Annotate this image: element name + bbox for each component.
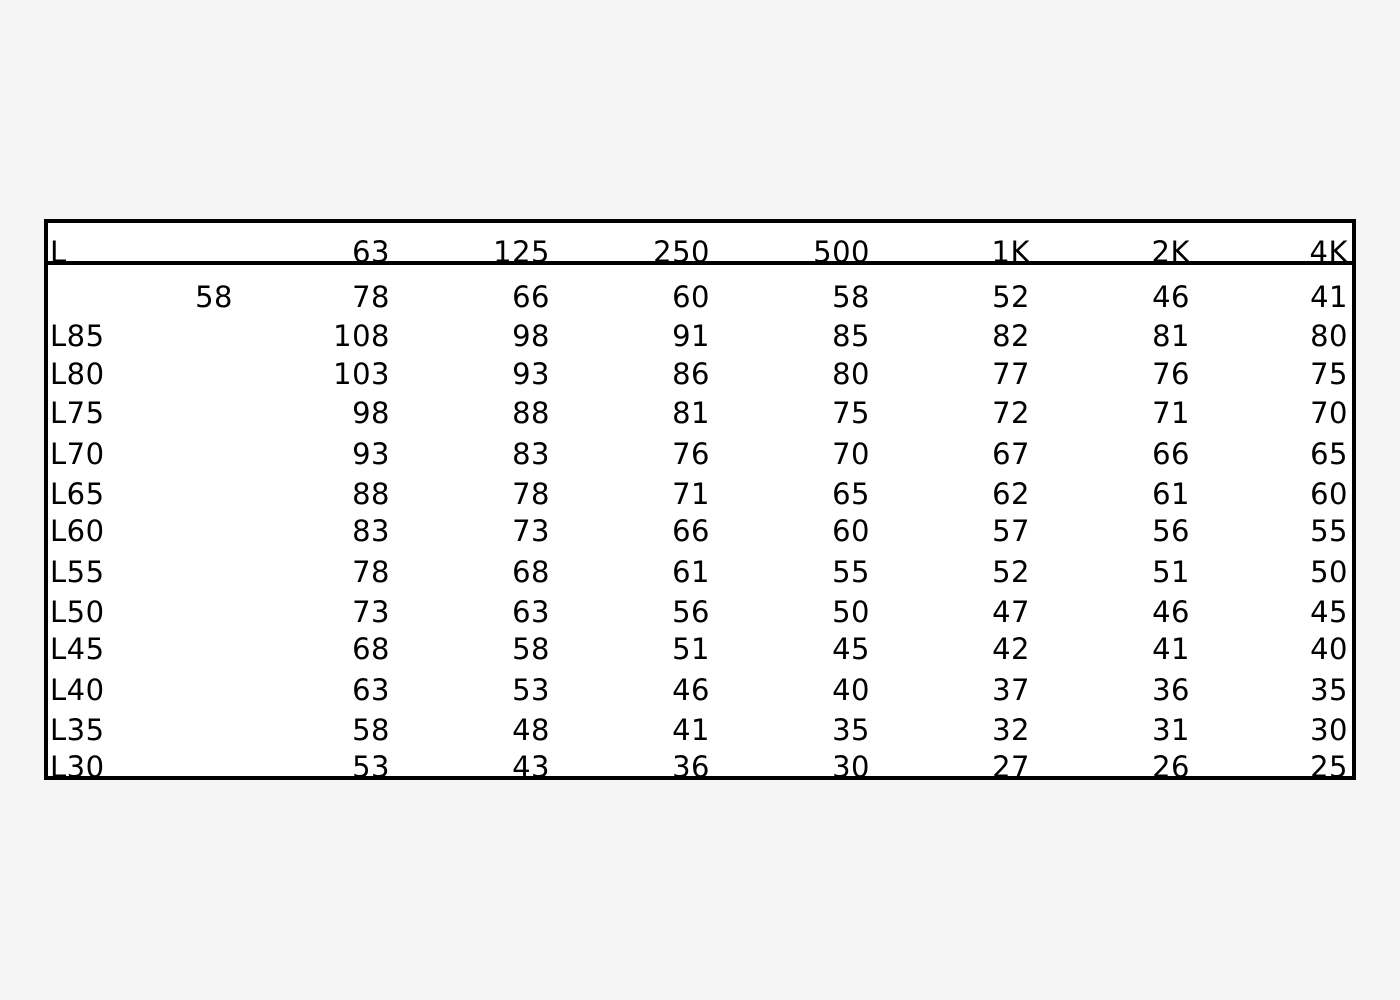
table-cell: 61 — [672, 555, 710, 589]
table-cell: 75 — [1310, 357, 1348, 391]
table-cell: 55 — [1310, 514, 1348, 548]
table-cell: 77 — [992, 357, 1030, 391]
table-cell: 85 — [832, 319, 870, 353]
table-cell: 41 — [1152, 632, 1190, 666]
column-header: 2K — [1151, 235, 1190, 269]
table-cell: 65 — [1310, 437, 1348, 471]
table-cell: 98 — [352, 396, 390, 430]
table-cell: 66 — [672, 514, 710, 548]
table-cell: 57 — [992, 514, 1030, 548]
table-cell: 53 — [352, 750, 390, 780]
table-cell: 40 — [1310, 632, 1348, 666]
table-cell: 81 — [672, 396, 710, 430]
table-cell: 71 — [1152, 396, 1190, 430]
row-label: L80 — [50, 357, 105, 391]
table-cell: 71 — [672, 477, 710, 511]
table-cell: 76 — [672, 437, 710, 471]
column-header: 4K — [1309, 235, 1348, 269]
table-cell: 43 — [512, 750, 550, 780]
table-cell: 76 — [1152, 357, 1190, 391]
table-cell: 73 — [352, 595, 390, 629]
table-cell: 60 — [672, 280, 710, 314]
table-cell: 91 — [672, 319, 710, 353]
table-cell: 31 — [1152, 713, 1190, 747]
column-header: 1K — [991, 235, 1030, 269]
table-cell: 32 — [992, 713, 1030, 747]
row-label: L65 — [50, 477, 105, 511]
table-cell: 50 — [1310, 555, 1348, 589]
table-cell: 56 — [1152, 514, 1190, 548]
row-label: L55 — [50, 555, 105, 589]
table-cell: 86 — [672, 357, 710, 391]
table-cell: 55 — [832, 555, 870, 589]
table-cell: 66 — [1152, 437, 1190, 471]
table-cell: 60 — [832, 514, 870, 548]
table-cell: 25 — [1310, 750, 1348, 780]
row-label: L60 — [50, 514, 105, 548]
column-header: 250 — [653, 235, 710, 269]
table-cell: 108 — [333, 319, 390, 353]
row-label: L35 — [50, 713, 105, 747]
table-cell: 68 — [352, 632, 390, 666]
column-header: 63 — [352, 235, 390, 269]
table-cell: 50 — [832, 595, 870, 629]
table-cell: 37 — [992, 673, 1030, 707]
table-cell: 56 — [672, 595, 710, 629]
data-table — [44, 219, 1356, 780]
table-cell: 26 — [1152, 750, 1190, 780]
row-extra-value: 58 — [195, 280, 233, 314]
row-label: L45 — [50, 632, 105, 666]
table-cell: 36 — [672, 750, 710, 780]
table-cell: 58 — [832, 280, 870, 314]
table-cell: 61 — [1152, 477, 1190, 511]
row-label: L30 — [50, 750, 105, 780]
header-label: L — [50, 235, 67, 269]
table-cell: 53 — [512, 673, 550, 707]
table-cell: 46 — [672, 673, 710, 707]
table-cell: 88 — [512, 396, 550, 430]
table-cell: 40 — [832, 673, 870, 707]
table-cell: 75 — [832, 396, 870, 430]
table-cell: 83 — [512, 437, 550, 471]
row-label: L70 — [50, 437, 105, 471]
table-cell: 27 — [992, 750, 1030, 780]
table-cell: 63 — [512, 595, 550, 629]
table-cell: 72 — [992, 396, 1030, 430]
table-cell: 93 — [512, 357, 550, 391]
table-cell: 35 — [832, 713, 870, 747]
table-cell: 67 — [992, 437, 1030, 471]
table-cell: 98 — [512, 319, 550, 353]
table-cell: 78 — [352, 280, 390, 314]
table-cell: 73 — [512, 514, 550, 548]
table-cell: 51 — [672, 632, 710, 666]
table-cell: 45 — [832, 632, 870, 666]
table-cell: 88 — [352, 477, 390, 511]
table-cell: 68 — [512, 555, 550, 589]
table-cell: 81 — [1152, 319, 1190, 353]
table-cell: 82 — [992, 319, 1030, 353]
table-cell: 93 — [352, 437, 390, 471]
table-cell: 80 — [1310, 319, 1348, 353]
table-cell: 52 — [992, 555, 1030, 589]
table-cell: 63 — [352, 673, 390, 707]
table-cell: 45 — [1310, 595, 1348, 629]
table-cell: 62 — [992, 477, 1030, 511]
table-cell: 42 — [992, 632, 1030, 666]
table-cell: 46 — [1152, 595, 1190, 629]
row-label: L40 — [50, 673, 105, 707]
column-header: 125 — [493, 235, 550, 269]
table-cell: 41 — [672, 713, 710, 747]
table-cell: 66 — [512, 280, 550, 314]
table-cell: 58 — [352, 713, 390, 747]
row-label: L85 — [50, 319, 105, 353]
table-cell: 46 — [1152, 280, 1190, 314]
table-cell: 70 — [832, 437, 870, 471]
table-cell: 78 — [512, 477, 550, 511]
table-cell: 52 — [992, 280, 1030, 314]
table-cell: 65 — [832, 477, 870, 511]
table-cell: 51 — [1152, 555, 1190, 589]
table-cell: 78 — [352, 555, 390, 589]
table-cell: 36 — [1152, 673, 1190, 707]
table-cell: 41 — [1310, 280, 1348, 314]
table-cell: 30 — [1310, 713, 1348, 747]
table-cell: 48 — [512, 713, 550, 747]
table-cell: 103 — [333, 357, 390, 391]
table-cell: 30 — [832, 750, 870, 780]
table-cell: 70 — [1310, 396, 1348, 430]
table-cell: 35 — [1310, 673, 1348, 707]
table-cell: 58 — [512, 632, 550, 666]
table-cell: 60 — [1310, 477, 1348, 511]
row-label: L50 — [50, 595, 105, 629]
column-header: 500 — [813, 235, 870, 269]
table-cell: 83 — [352, 514, 390, 548]
table-cell: 80 — [832, 357, 870, 391]
table-cell: 47 — [992, 595, 1030, 629]
row-label: L75 — [50, 396, 105, 430]
